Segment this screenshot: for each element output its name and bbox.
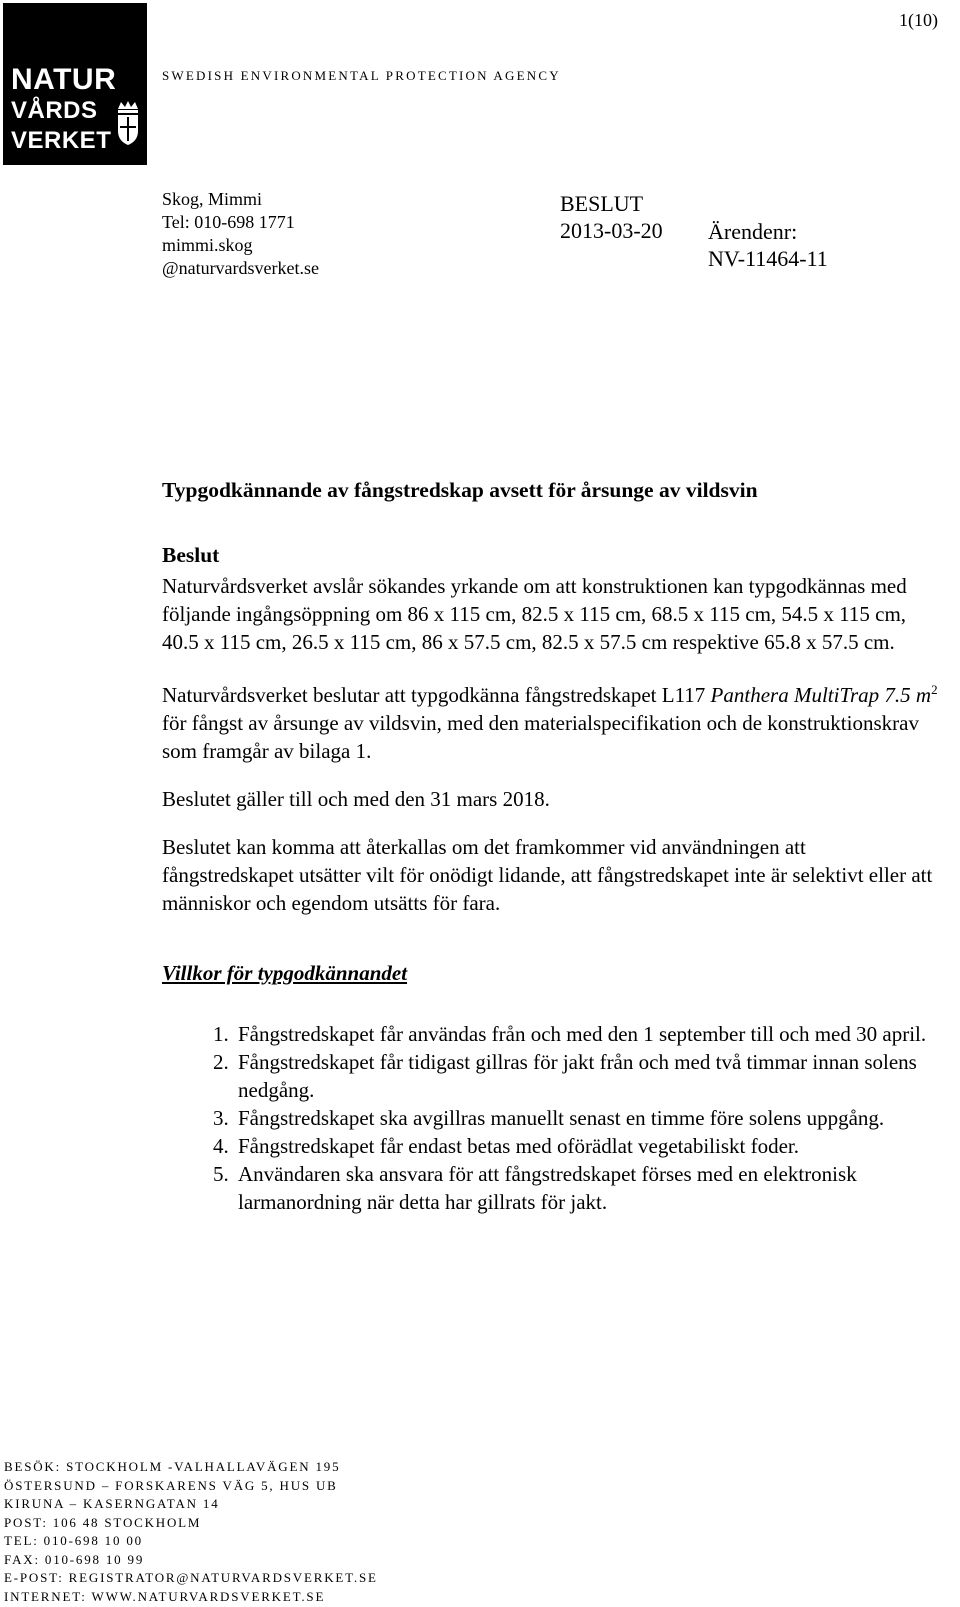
document-body <box>162 478 942 1216</box>
case-number: NV-11464-11 <box>708 246 828 271</box>
superscript-2: 2 <box>931 682 938 697</box>
document-title: Typgodkännande av fångstredskap avsett för årsunge av vildsvin <box>162 478 758 502</box>
logo-text-line-3: VERKET <box>11 127 112 154</box>
conditions-list <box>162 1020 942 1216</box>
footer-ostersund: ÖSTERSUND – FORSKARENS VÄG 5, HUS UB <box>4 1477 338 1493</box>
condition-item: 2. Fångstredskapet får tidigast gillras för jakt från och med två timmar innan solens nedgång. <box>234 1048 942 1104</box>
logo-text-line-1: NATUR <box>11 63 117 96</box>
condition-item: 4. Fångstredskapet får endast betas med oförädlat vegetabiliskt foder. <box>234 1132 942 1160</box>
footer-fax: FAX: 010-698 10 99 <box>4 1551 145 1567</box>
paragraph-rejection: Naturvårdsverket avslår sökandes yrkande om att konstruktionen kan typgodkännas med följande ingångsöppning om 86 x 115 cm, 82.5 x 115 cm, 68.5 x 115 cm, 54.5 x 115 cm, 40.5 x 115 cm, 26.5 x 115 cm, 86 x 57.5 cm, 82.5 x 57.5 cm respektive 65.8 x 57.5 cm. <box>162 574 907 654</box>
paragraph-approval <box>162 676 942 765</box>
footer-post: POST: 106 48 STOCKHOLM <box>4 1514 202 1530</box>
contact-phone: Tel: 010-698 1771 <box>162 212 295 232</box>
naturvardsverket-logo <box>3 3 147 165</box>
decision-type: BESLUT <box>560 191 644 216</box>
logo-text-line-2: VÅRDS <box>11 97 98 124</box>
condition-item: 5. Användaren ska ansvara för att fångstredskapet förses med en elektronisk larmanordning när detta har gillrats för jakt. <box>234 1160 942 1216</box>
contact-block <box>162 188 319 280</box>
contact-email-line-2: @naturvardsverket.se <box>162 258 320 278</box>
contact-email-line-1: mimmi.skog <box>162 235 253 255</box>
agency-name: SWEDISH ENVIRONMENTAL PROTECTION AGENCY <box>162 68 561 83</box>
approval-text-start: Naturvårdsverket beslutar att typgodkänna fångstredskapet L117 <box>162 683 711 707</box>
coat-of-arms-icon <box>115 99 141 147</box>
condition-item: 3. Fångstredskapet ska avgillras manuellt senast en timme före solens uppgång. <box>234 1104 942 1132</box>
conditions-heading: Villkor för typgodkännandet <box>162 961 408 985</box>
page-number: 1(10) <box>899 10 938 30</box>
decision-date: 2013-03-20 <box>560 218 663 243</box>
section-heading-beslut: Beslut <box>162 543 220 567</box>
footer-kiruna: KIRUNA – KASERNGATAN 14 <box>4 1496 220 1511</box>
paragraph-validity: Beslutet gäller till och med den 31 mars 2018. <box>162 787 550 811</box>
footer-address-block <box>4 1458 378 1606</box>
condition-item: 1. Fångstredskapet får användas från och med den 1 september till och med 30 april. <box>234 1020 942 1048</box>
case-label: Ärendenr: <box>708 219 798 244</box>
footer-internet: INTERNET: WWW.NATURVARDSVERKET.SE <box>4 1588 326 1604</box>
paragraph-revocation: Beslutet kan komma att återkallas om det framkommer vid användningen att fångstredskapet utsätter vilt för onödigt lidande, att fångstredskapet inte är selektivt eller att människor och egendom utsätts för fara. <box>162 835 933 915</box>
footer-email: E-POST: REGISTRATOR@NATURVARDSVERKET.SE <box>4 1570 378 1585</box>
case-block <box>708 218 828 272</box>
product-name: Panthera MultiTrap 7.5 m <box>710 683 932 707</box>
footer-visit: BESÖK: STOCKHOLM -VALHALLAVÄGEN 195 <box>4 1459 341 1474</box>
decision-block <box>560 190 663 244</box>
footer-tel: TEL: 010-698 10 00 <box>4 1533 143 1548</box>
approval-text-end: för fångst av årsunge av vildsvin, med den materialspecifikation och de konstruktionskrav som framgår av bilaga 1. <box>162 711 919 763</box>
contact-name: Skog, Mimmi <box>162 189 263 209</box>
